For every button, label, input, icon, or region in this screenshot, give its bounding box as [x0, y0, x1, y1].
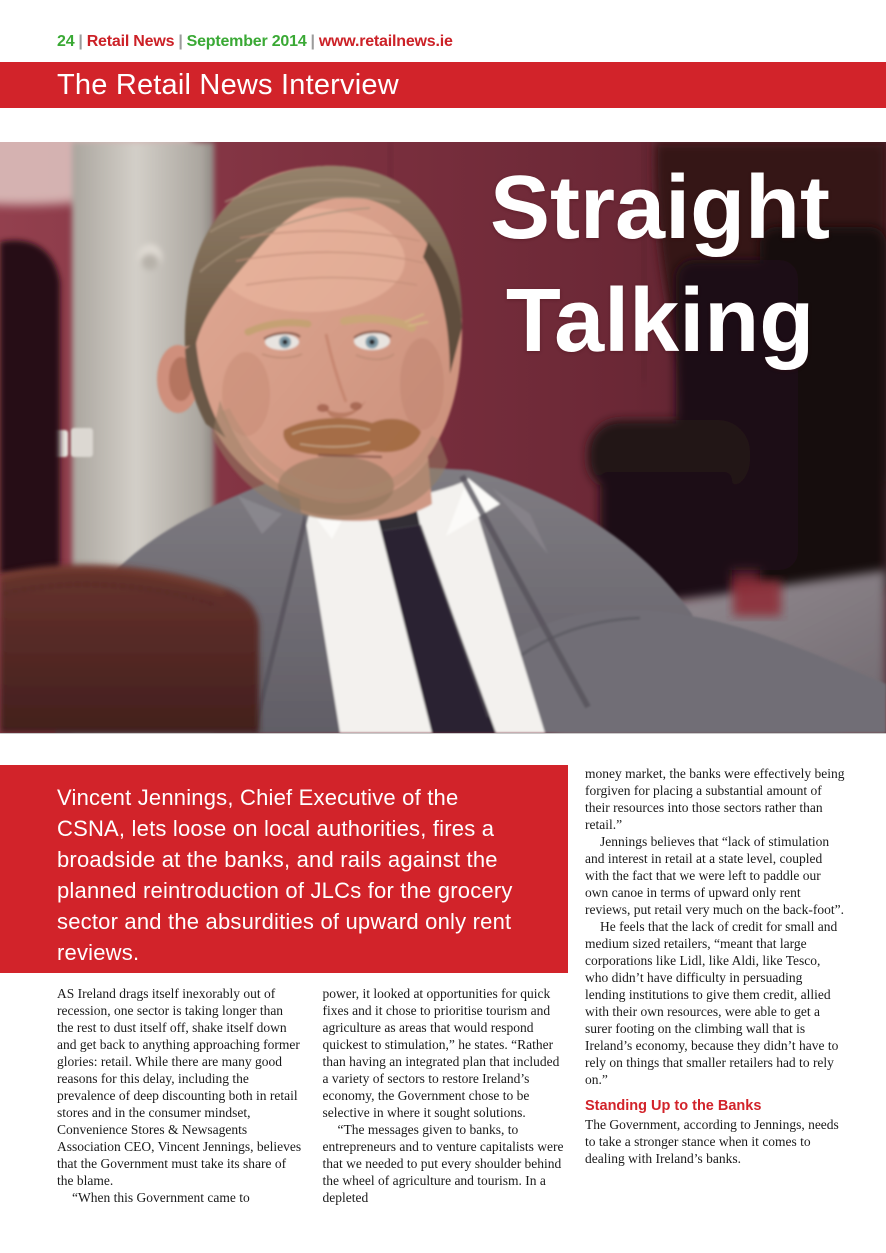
paragraph: “When this Government came to: [72, 1190, 250, 1205]
article-column-2: [323, 985, 569, 1206]
section-subhead: Standing Up to the Banks: [585, 1098, 762, 1114]
website-url: www.retailnews.ie: [318, 33, 453, 50]
header-meta: [57, 33, 453, 51]
paragraph: AS Ireland drags itself inexorably out of recession, one sector is taking longer than the rest to dust itself off, shake itself down and get back to anything approaching former glories: retail. While there are many good reasons for this delay, including the prevalence of deep discounting both in retail stores and in the consumer mindset, Convenience Stores & Newsagents Association CEO, Vincent Jennings, believes that the Government must take its share of the blame.: [57, 986, 302, 1188]
interview-photo: [0, 142, 886, 734]
pipe-separator: |: [178, 33, 183, 50]
pipe-separator: |: [310, 33, 315, 50]
column-row: [57, 985, 568, 1206]
paragraph: Jennings believes that “lack of stimulation and interest in retail at a state level, coupled with the fact that we were left to paddle our own canoe in terms of upward only rent reviews, put retail very much on the back-foot”.: [585, 834, 845, 917]
section-banner: [0, 62, 886, 108]
article-column-1: [57, 985, 303, 1206]
paragraph: He feels that the lack of credit for small and medium sized retailers, “meant that large corporations like Lidl, like Aldi, like Tesco, who didn’t have difficulty in persuading lending institutions to give them credit, allied with their own resources, were able to get a surer footing on the climbing wall that is Ireland’s economy, because they didn’t have to rely on things that smaller retailers had to rely on.”: [585, 919, 839, 1087]
paragraph: “The messages given to banks, to entrepreneurs and to venture capitalists were that we needed to put every shoulder behind the wheel of agriculture and tourism. In a depleted: [322, 1122, 564, 1205]
article-body: [0, 765, 886, 1253]
article-column-3: [585, 765, 845, 1167]
paragraph: money market, the banks were effectively being forgiven for placing a substantial amount of their resources into those sectors rather than retail.”: [585, 766, 845, 832]
standfirst-callout: Vincent Jennings, Chief Executive of the CSNA, lets loose on local authorities, fires a broadside at the banks, and rails against the planned reintroduction of JLCs for the grocery sector and the absurdities of upward only rent reviews.: [0, 765, 568, 973]
article-headline: [440, 152, 880, 378]
headline-line-2: Talking: [505, 271, 815, 371]
page-number: 24: [57, 33, 75, 50]
paragraph: power, it looked at opportunities for quick fixes and it chose to prioritise tourism and agriculture as areas that would respond quickest to stimulation,” he states. “Rather than having an integrated plan that included a variety of sectors to restore Ireland’s economy, the Government chose to be selective in where it sought solutions.: [322, 986, 560, 1120]
page-title: The Retail News Interview: [57, 68, 399, 101]
paragraph: The Government, according to Jennings, needs to take a stronger stance when it comes to dealing with Ireland’s banks.: [585, 1117, 839, 1166]
issue-date: September 2014: [186, 33, 307, 50]
headline-line-1: Straight: [489, 158, 830, 258]
pipe-separator: |: [78, 33, 83, 50]
publication-name: Retail News: [86, 33, 175, 50]
